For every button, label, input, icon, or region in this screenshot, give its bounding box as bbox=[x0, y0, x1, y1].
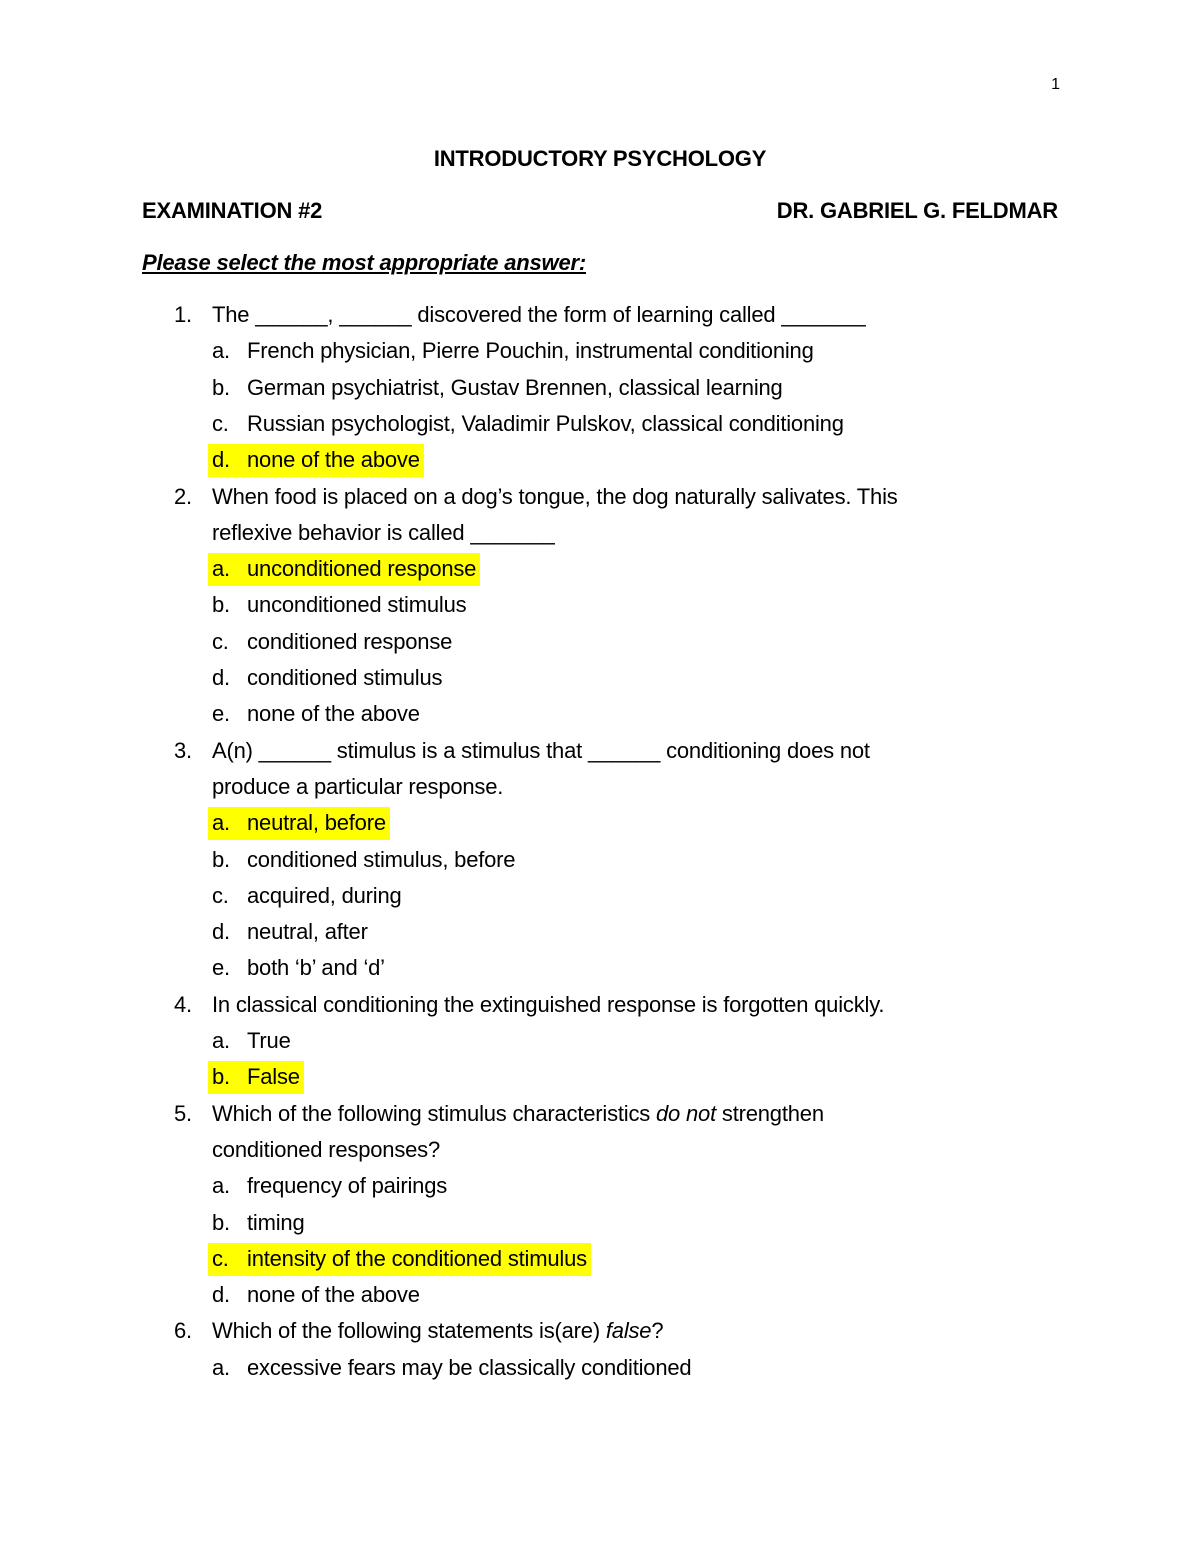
option-letter: b. bbox=[212, 1209, 230, 1235]
option-text: conditioned stimulus, before bbox=[247, 846, 516, 872]
question-text: Which of the following statements is(are) false? bbox=[212, 1318, 664, 1344]
question-text: When food is placed on a dog’s tongue, the dog naturally salivates. This bbox=[212, 483, 898, 509]
answer-option-correct[interactable] bbox=[0, 1244, 1200, 1274]
option-text: French physician, Pierre Pouchin, instrumental conditioning bbox=[247, 338, 814, 364]
answer-option[interactable] bbox=[0, 1208, 1200, 1238]
option-text: none of the above bbox=[247, 447, 420, 473]
question-2-line bbox=[0, 518, 1200, 548]
question-3-line bbox=[0, 736, 1200, 766]
question-number: 2. bbox=[174, 483, 192, 509]
option-letter: c. bbox=[212, 410, 229, 436]
option-text: neutral, after bbox=[247, 919, 368, 945]
option-letter: c. bbox=[212, 628, 229, 654]
question-text: Which of the following stimulus characteristics do not strengthen bbox=[212, 1100, 824, 1126]
option-letter: e. bbox=[212, 955, 230, 981]
option-letter: b. bbox=[212, 846, 230, 872]
page-title: INTRODUCTORY PSYCHOLOGY bbox=[433, 146, 767, 171]
exam-label: EXAMINATION #2 bbox=[142, 198, 323, 223]
option-text: unconditioned stimulus bbox=[247, 592, 467, 618]
instructions: Please select the most appropriate answer: bbox=[142, 250, 586, 275]
option-text: neutral, before bbox=[247, 810, 386, 836]
option-letter: c. bbox=[212, 882, 229, 908]
option-text: Russian psychologist, Valadimir Pulskov, classical conditioning bbox=[247, 410, 844, 436]
option-letter: c. bbox=[212, 1245, 229, 1271]
question-text: A(n) ______ stimulus is a stimulus that ______ conditioning does not bbox=[212, 737, 870, 763]
option-text: German psychiatrist, Gustav Brennen, classical learning bbox=[247, 374, 783, 400]
question-4-line bbox=[0, 990, 1200, 1020]
answer-option[interactable] bbox=[0, 881, 1200, 911]
question-text: conditioned responses? bbox=[212, 1136, 440, 1162]
answer-option-correct[interactable] bbox=[0, 808, 1200, 838]
option-text: intensity of the conditioned stimulus bbox=[247, 1245, 587, 1271]
option-letter: a. bbox=[212, 810, 230, 836]
question-5-line bbox=[0, 1135, 1200, 1165]
option-text: conditioned response bbox=[247, 628, 453, 654]
option-letter: a. bbox=[212, 556, 230, 582]
emphasis: do not bbox=[656, 1100, 716, 1126]
option-letter: b. bbox=[212, 592, 230, 618]
answer-option[interactable] bbox=[0, 663, 1200, 693]
option-letter: d. bbox=[212, 665, 230, 690]
question-number: 1. bbox=[174, 302, 192, 327]
answer-option[interactable] bbox=[0, 1171, 1200, 1201]
option-text: none of the above bbox=[247, 1282, 420, 1308]
option-letter: a. bbox=[212, 1354, 230, 1380]
option-letter: d. bbox=[212, 1282, 230, 1308]
question-text: reflexive behavior is called _______ bbox=[212, 519, 555, 545]
option-text: unconditioned response bbox=[247, 556, 477, 582]
question-text: The ______, ______ discovered the form of learning called _______ bbox=[212, 302, 866, 327]
answer-option[interactable] bbox=[0, 373, 1200, 403]
question-number: 5. bbox=[174, 1100, 192, 1126]
answer-option[interactable] bbox=[0, 845, 1200, 875]
option-letter: a. bbox=[212, 338, 230, 364]
page-number: 1 bbox=[1051, 76, 1060, 93]
emphasis: false bbox=[605, 1318, 652, 1344]
question-text: produce a particular response. bbox=[212, 773, 504, 799]
answer-option-correct[interactable] bbox=[0, 554, 1200, 584]
question-number: 6. bbox=[174, 1318, 192, 1344]
option-letter: b. bbox=[212, 374, 230, 400]
question-3-line bbox=[0, 772, 1200, 802]
option-letter: e. bbox=[212, 701, 230, 727]
answer-option[interactable] bbox=[0, 590, 1200, 620]
answer-option[interactable] bbox=[0, 917, 1200, 947]
answer-option[interactable] bbox=[0, 1280, 1200, 1310]
question-6-line bbox=[0, 1316, 1200, 1346]
answer-option[interactable] bbox=[0, 1026, 1200, 1056]
option-text: False bbox=[247, 1064, 300, 1090]
option-letter: a. bbox=[212, 1028, 230, 1053]
answer-option[interactable] bbox=[0, 1353, 1200, 1383]
option-text: both ‘b’ and ‘d’ bbox=[247, 955, 385, 981]
option-letter: a. bbox=[212, 1173, 230, 1199]
question-number: 4. bbox=[174, 991, 192, 1017]
answer-option-correct[interactable] bbox=[0, 445, 1200, 475]
question-number: 3. bbox=[174, 737, 192, 763]
answer-option[interactable] bbox=[0, 409, 1200, 439]
option-letter: d. bbox=[212, 447, 230, 473]
option-letter: d. bbox=[212, 919, 230, 945]
answer-option[interactable] bbox=[0, 627, 1200, 657]
answer-option[interactable] bbox=[0, 953, 1200, 983]
option-text: none of the above bbox=[247, 701, 420, 727]
instructor-name: DR. GABRIEL G. FELDMAR bbox=[776, 198, 1058, 223]
question-text: In classical conditioning the extinguished response is forgotten quickly. bbox=[212, 991, 885, 1017]
option-text: True bbox=[247, 1028, 291, 1053]
answer-option[interactable] bbox=[0, 336, 1200, 366]
option-text: excessive fears may be classically conditioned bbox=[247, 1354, 692, 1380]
question-2-line bbox=[0, 482, 1200, 512]
answer-option-correct[interactable] bbox=[0, 1062, 1200, 1092]
option-text: timing bbox=[247, 1209, 305, 1235]
answer-option[interactable] bbox=[0, 699, 1200, 729]
question-1-line bbox=[0, 300, 1200, 330]
exam-header-row bbox=[142, 198, 1058, 228]
option-letter: b. bbox=[212, 1064, 230, 1090]
question-5-line bbox=[0, 1099, 1200, 1129]
option-text: frequency of pairings bbox=[247, 1173, 448, 1199]
option-text: conditioned stimulus bbox=[247, 665, 443, 690]
option-text: acquired, during bbox=[247, 882, 402, 908]
